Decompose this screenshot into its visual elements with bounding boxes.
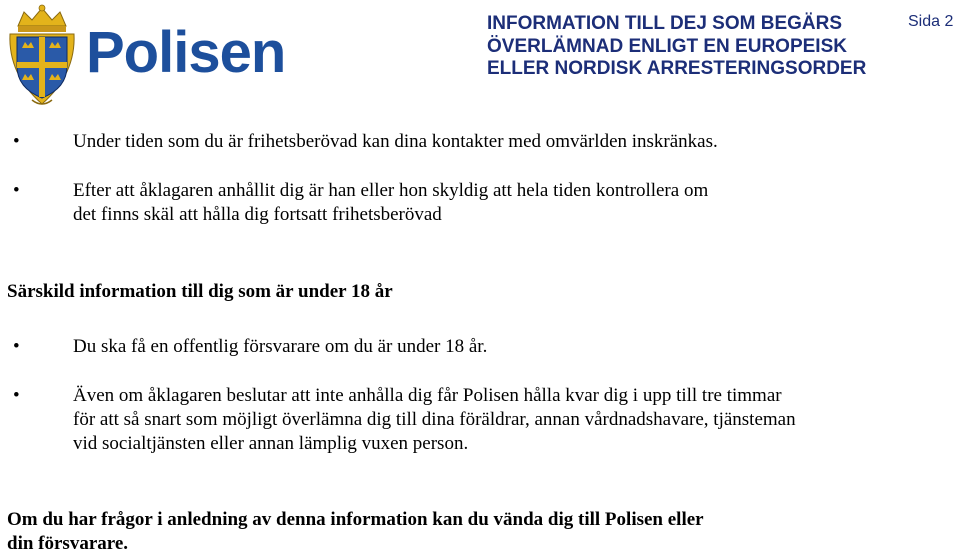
list-item-text: Du ska få en offentlig försvarare om du är under 18 år. (73, 336, 488, 357)
bullet-icon: • (13, 385, 20, 406)
document-title (487, 13, 866, 81)
section-heading: Särskild information till dig som är under 18 år (7, 281, 393, 302)
bullet-icon: • (13, 131, 20, 152)
contact-note: Om du har frågor i anledning av denna information kan du vända dig till Polisen eller din försvarare. (7, 509, 704, 554)
document-title-line: ELLER NORDISK ARRESTERINGSORDER (487, 58, 867, 79)
polisen-logo (4, 4, 286, 108)
polisen-wordmark: Polisen (86, 20, 286, 85)
list-item-text: Under tiden som du är frihetsberövad kan dina kontakter med omvärlden inskränkas. (73, 131, 718, 152)
bullet-icon: • (13, 180, 20, 201)
list-item-text: Även om åklagaren beslutar att inte anhålla dig får Polisen hålla kvar dig i upp till tre timmar för att så snart som möjligt överlämna dig till dina föräldrar, annan vårdnadshavare, tjänsteman vid socialtjänsten eller annan lämplig vuxen person. (73, 385, 796, 454)
document-title-line: INFORMATION TILL DEJ SOM BEGÄRS (487, 13, 843, 34)
document-title-line: ÖVERLÄMNAD ENLIGT EN EUROPEISK (487, 35, 847, 57)
list-item-text: Efter att åklagaren anhållit dig är han eller hon skyldig att hela tiden kontrollera om det finns skäl att hålla dig fortsatt frihetsberövad (73, 180, 709, 225)
bullet-icon: • (13, 336, 20, 357)
page-number: Sida 2 (908, 13, 954, 30)
coat-of-arms-icon (4, 4, 80, 108)
